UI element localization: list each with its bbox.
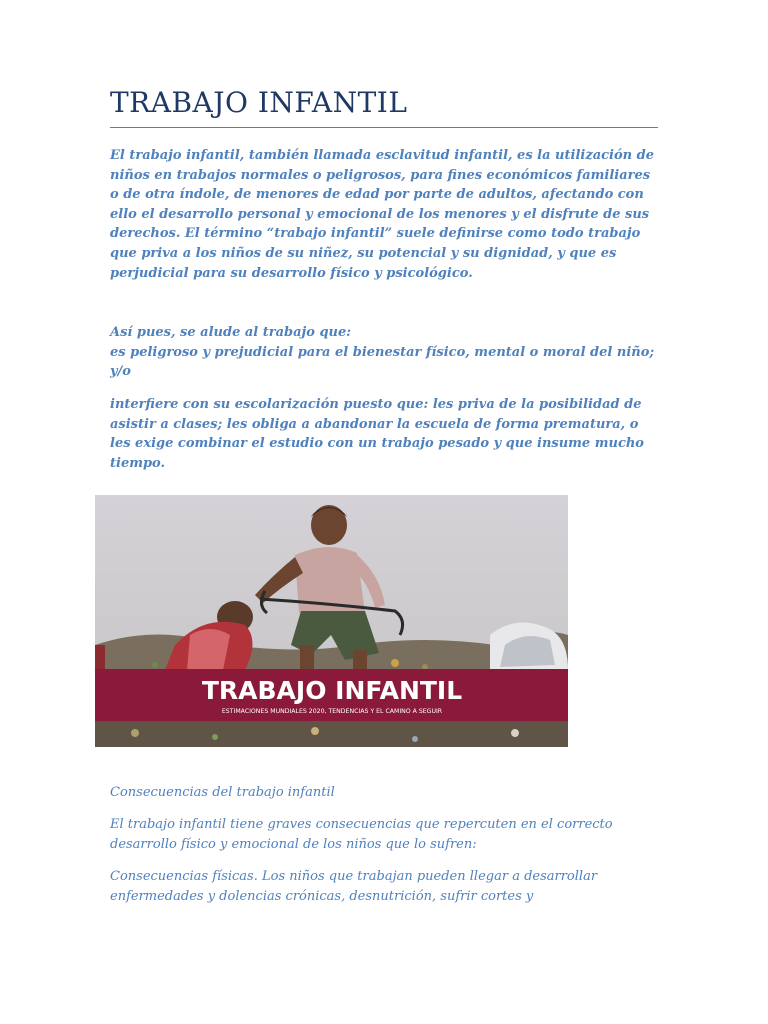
- title-underline: [110, 127, 658, 128]
- document-title: TRABAJO INFANTIL: [110, 86, 408, 119]
- paragraph-alludes-line2: es peligroso y prejudicial para el bienestar físico, mental o moral del niño; y/o: [110, 344, 655, 380]
- paragraph-consequences-intro: El trabajo infantil tiene graves consecuencias que repercuten en el correcto desarrollo físico y emocional de los niños que lo sufren:: [110, 817, 613, 852]
- paragraph-alludes-line1: Así pues, se alude al trabajo que:: [110, 325, 352, 340]
- paragraph-physical-consequences: Consecuencias físicas. Los niños que trabajan pueden llegar a desarrollar enfermedades y dolencias crónicas, desnutrición, sufrir cortes y: [110, 869, 598, 904]
- child-labour-photo: [95, 495, 568, 747]
- paragraph-consequences-heading: Consecuencias del trabajo infantil: [110, 785, 335, 800]
- paragraph-schooling: interfiere con su escolarización puesto que: les priva de la posibilidad de asistir a clases; les obliga a abandonar la escuela de forma prematura, o les exige combinar el estudio con un trabajo pesado y que insume mucho tiempo.: [110, 397, 644, 471]
- paragraph-alludes: [110, 323, 658, 382]
- banner-title: TRABAJO INFANTIL: [201, 676, 463, 705]
- photo-illustration: [95, 495, 568, 747]
- paragraph-definition: El trabajo infantil, también llamada esclavitud infantil, es la utilización de niños en trabajos normales o peligrosos, para fines económicos familiares o de otra índole, de menores de edad por parte de adultos, afectando con ello el desarrollo personal y emocional de los menores y el disfrute de sus derechos. El término “trabajo infantil” suele definirse como todo trabajo que priva a los niños de su niñez, su potencial y su dignidad, y que es perjudicial para su desarrollo físico y psicológico.: [110, 148, 655, 281]
- banner-subtitle: ESTIMACIONES MUNDIALES 2020, TENDENCIAS Y EL CAMINO A SEGUIR: [221, 708, 443, 715]
